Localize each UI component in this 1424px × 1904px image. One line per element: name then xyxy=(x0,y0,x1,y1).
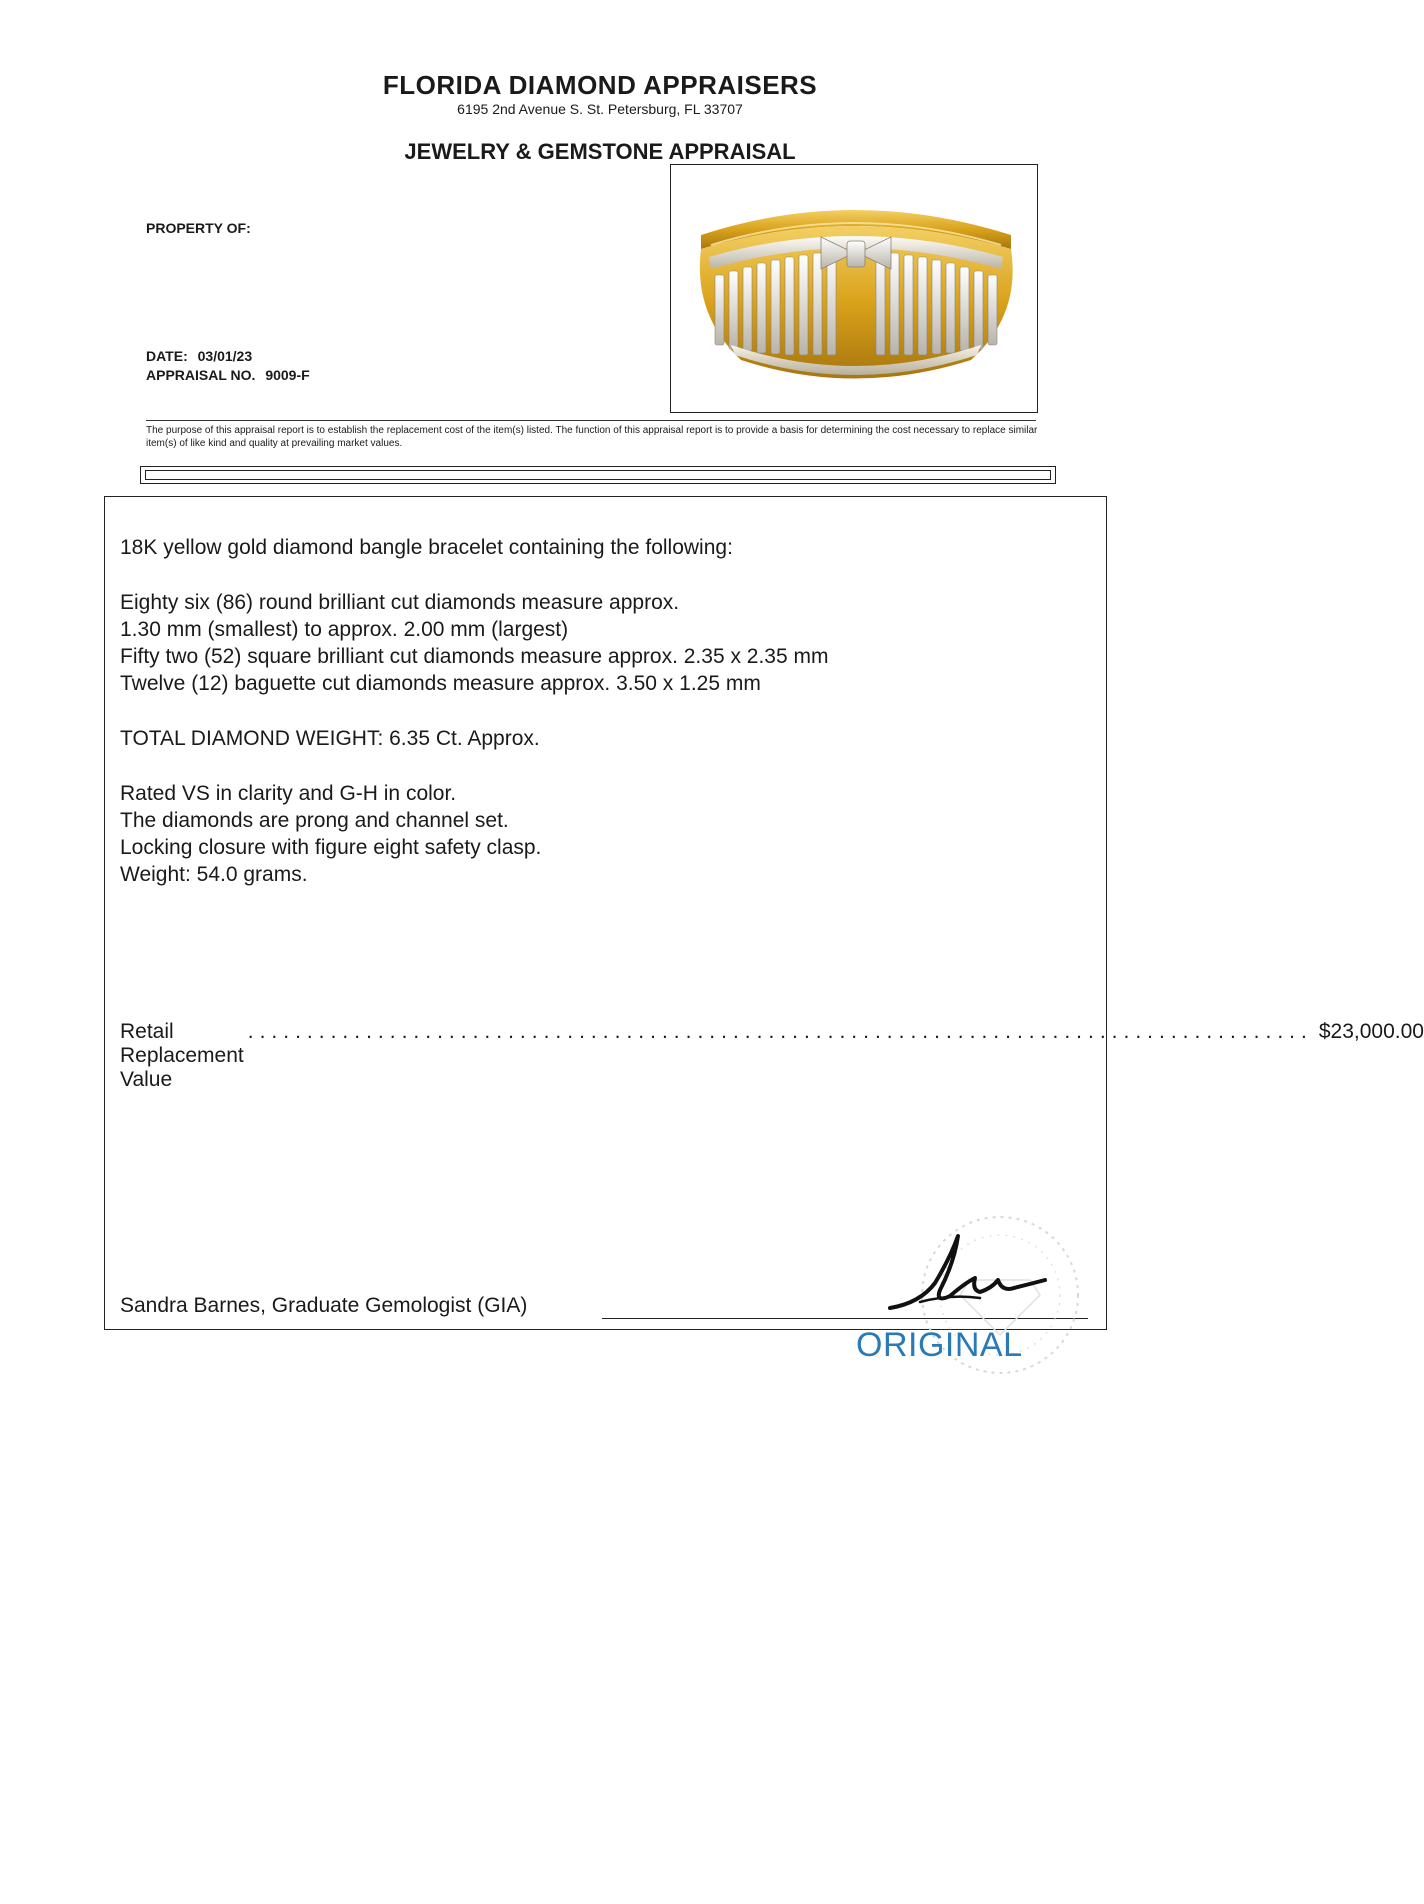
replacement-value-row xyxy=(120,1020,1424,1092)
date-row xyxy=(146,348,252,364)
document-title: JEWELRY & GEMSTONE APPRAISAL xyxy=(404,139,796,164)
signer-name: Sandra Barnes, Graduate Gemologist (GIA) xyxy=(120,1294,528,1317)
total-diamond-weight: TOTAL DIAMOND WEIGHT: 6.35 Ct. Approx. xyxy=(120,727,540,750)
appraisal-number-row xyxy=(146,367,310,383)
company-address: 6195 2nd Avenue S. St. Petersburg, FL 33707 xyxy=(457,101,743,117)
detail-list xyxy=(120,780,541,888)
detail-line: Rated VS in clarity and G-H in color. xyxy=(120,782,457,805)
disclaimer-rule xyxy=(146,420,1036,421)
detail-line: Locking closure with figure eight safety clasp. xyxy=(120,836,542,859)
company-name: FLORIDA DIAMOND APPRAISERS xyxy=(382,70,818,100)
gold-diamond-bangle-photo xyxy=(671,165,1037,412)
handwritten-signature-icon xyxy=(880,1228,1060,1318)
disclaimer-text: The purpose of this appraisal report is to establish the replacement cost of the item(s) listed. The function of this appraisal report is to provide a basis for determining the cost necessary to replace similar item(s) of like kind and quality at prevailing market values. xyxy=(146,425,1038,449)
property-of-label: PROPERTY OF: xyxy=(146,220,251,236)
detail-line: The diamonds are prong and channel set. xyxy=(120,809,509,832)
appraisal-number-label: APPRAISAL NO. xyxy=(146,367,256,383)
date-label: DATE: xyxy=(146,348,188,364)
leader-dots: .......................................................................................... xyxy=(247,1020,1313,1043)
diamond-list xyxy=(120,589,828,697)
appraisal-number-value: 9009-F xyxy=(265,367,310,383)
detail-line: Weight: 54.0 grams. xyxy=(120,863,308,886)
diamond-line: Fifty two (52) square brilliant cut diamonds measure approx. 2.35 x 2.35 mm xyxy=(120,645,829,668)
original-stamp: ORIGINAL xyxy=(856,1326,1023,1364)
diamond-line: Twelve (12) baguette cut diamonds measure approx. 3.50 x 1.25 mm xyxy=(120,672,761,695)
section-divider-inner xyxy=(145,470,1051,480)
section-divider-bar xyxy=(140,466,1056,484)
item-description-intro: 18K yellow gold diamond bangle bracelet containing the following: xyxy=(120,536,733,559)
diamond-line: 1.30 mm (smallest) to approx. 2.00 mm (largest) xyxy=(120,618,569,641)
diamond-line: Eighty six (86) round brilliant cut diamonds measure approx. xyxy=(120,591,680,614)
replacement-value-label: Retail Replacement Value xyxy=(120,1020,244,1091)
item-photo-frame xyxy=(670,164,1038,413)
replacement-value-amount: $23,000.00 xyxy=(1318,1020,1424,1043)
date-value: 03/01/23 xyxy=(197,348,253,364)
